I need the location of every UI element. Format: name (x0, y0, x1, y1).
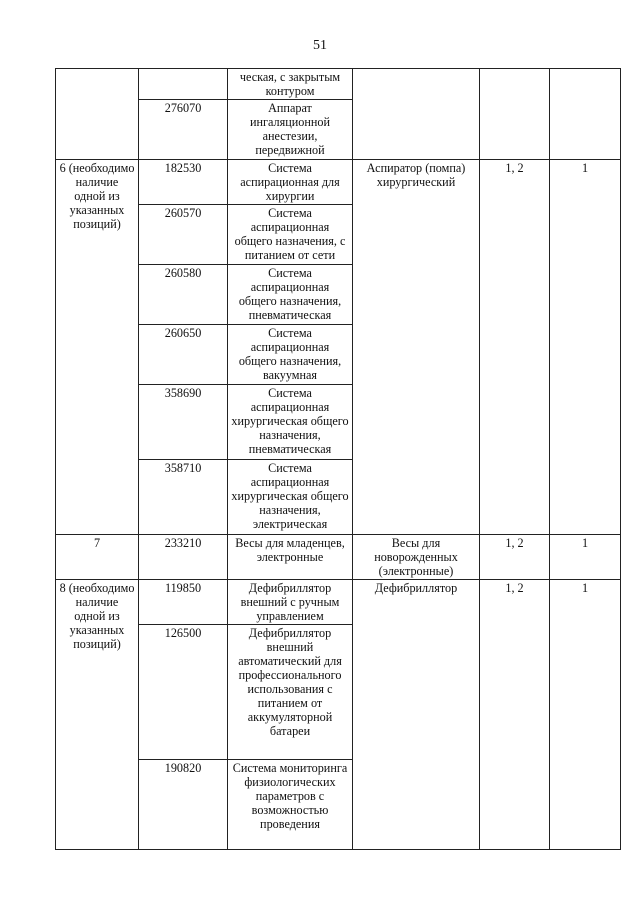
quantity-cell (550, 69, 621, 160)
name-cell: Система аспирационная общего назначения, пневматическая (228, 265, 353, 325)
table-row (56, 535, 621, 580)
requirement-cell: 1, 2 (480, 580, 550, 850)
type-cell: Весы для новорожденных (электронные) (353, 535, 480, 580)
code-cell: 260650 (139, 325, 228, 385)
requirement-cell (480, 69, 550, 160)
quantity-cell: 1 (550, 580, 621, 850)
name-cell: Система аспирационная общего назначения, вакуумная (228, 325, 353, 385)
type-cell (353, 69, 480, 160)
name-cell: Система аспирационная хирургическая общего назначения, электрическая (228, 460, 353, 535)
name-cell: Дефибриллятор внешний с ручным управлением (228, 580, 353, 625)
code-cell: 358690 (139, 385, 228, 460)
equipment-table (55, 68, 621, 850)
code-cell: 190820 (139, 760, 228, 850)
table-row (56, 580, 621, 625)
group-number-cell (56, 69, 139, 160)
table-row (56, 69, 621, 100)
requirement-cell: 1, 2 (480, 160, 550, 535)
name-cell: Аппарат ингаляционной анестезии, передвижной (228, 100, 353, 160)
name-cell: Система аспирационная для хирургии (228, 160, 353, 205)
code-cell: 233210 (139, 535, 228, 580)
code-cell: 358710 (139, 460, 228, 535)
code-cell (139, 69, 228, 100)
requirement-cell: 1, 2 (480, 535, 550, 580)
quantity-cell: 1 (550, 535, 621, 580)
type-cell: Аспиратор (помпа) хирургический (353, 160, 480, 535)
name-cell: Система мониторинга физиологических параметров с возможностью проведения (228, 760, 353, 850)
code-cell: 276070 (139, 100, 228, 160)
quantity-cell: 1 (550, 160, 621, 535)
code-cell: 119850 (139, 580, 228, 625)
table-row (56, 160, 621, 205)
name-cell: Система аспирационная общего назначения, с питанием от сети (228, 205, 353, 265)
page-number: 51 (313, 38, 327, 53)
code-cell: 126500 (139, 625, 228, 760)
code-cell: 182530 (139, 160, 228, 205)
code-cell: 260570 (139, 205, 228, 265)
name-cell: Дефибриллятор внешний автоматический для профессионального использования с питанием от аккумуляторной батареи (228, 625, 353, 760)
name-cell: Весы для младенцев, электронные (228, 535, 353, 580)
type-cell: Дефибриллятор (353, 580, 480, 850)
name-cell: Система аспирационная хирургическая общего назначения, пневматическая (228, 385, 353, 460)
group-number-cell: 7 (56, 535, 139, 580)
name-cell: ческая, с закрытым контуром (228, 69, 353, 100)
group-number-cell: 8 (необходимо наличие одной из указанных позиций) (56, 580, 139, 850)
code-cell: 260580 (139, 265, 228, 325)
group-number-cell: 6 (необходимо наличие одной из указанных позиций) (56, 160, 139, 535)
